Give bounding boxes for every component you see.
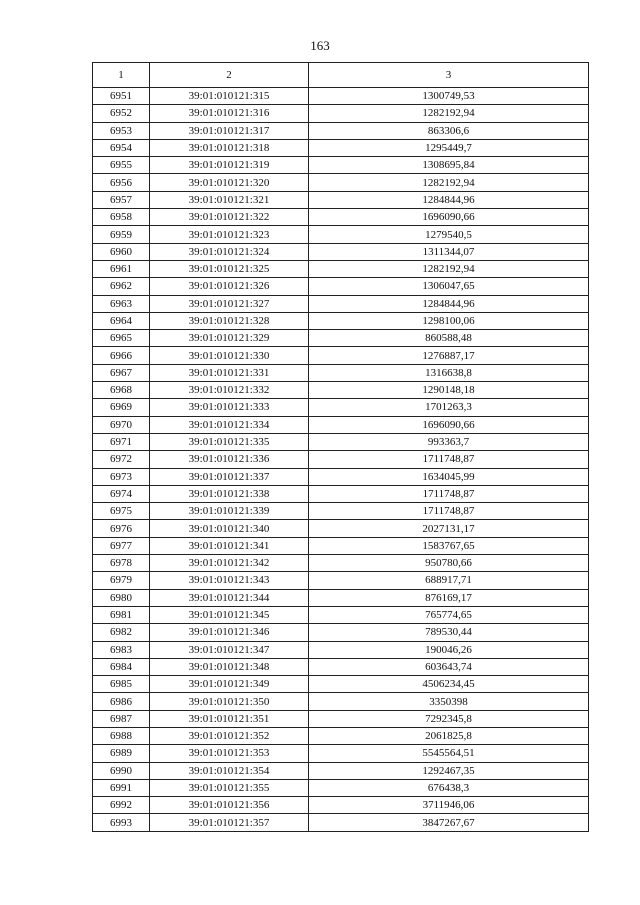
cadastral-number-cell: 39:01:010121:335	[150, 433, 309, 450]
cadastral-number-cell: 39:01:010121:317	[150, 122, 309, 139]
cadastral-number-cell: 39:01:010121:318	[150, 139, 309, 156]
row-number-cell: 6991	[93, 779, 150, 796]
row-number-cell: 6986	[93, 693, 150, 710]
value-cell: 863306,6	[309, 122, 589, 139]
table-header-row	[93, 63, 589, 88]
value-cell: 765774,65	[309, 606, 589, 623]
cadastral-number-cell: 39:01:010121:337	[150, 468, 309, 485]
column-header: 2	[150, 63, 309, 88]
table-row	[93, 88, 589, 105]
value-cell: 950780,66	[309, 555, 589, 572]
value-cell: 1696090,66	[309, 209, 589, 226]
row-number-cell: 6957	[93, 191, 150, 208]
cadastral-number-cell: 39:01:010121:354	[150, 762, 309, 779]
value-cell: 1308695,84	[309, 157, 589, 174]
table-row	[93, 624, 589, 641]
value-cell: 1306047,65	[309, 278, 589, 295]
cadastral-number-cell: 39:01:010121:341	[150, 537, 309, 554]
table-row	[93, 122, 589, 139]
row-number-cell: 6992	[93, 797, 150, 814]
table-row	[93, 710, 589, 727]
value-cell: 3711946,06	[309, 797, 589, 814]
table-row	[93, 260, 589, 277]
cadastral-number-cell: 39:01:010121:325	[150, 260, 309, 277]
cadastral-number-cell: 39:01:010121:329	[150, 330, 309, 347]
table-row	[93, 243, 589, 260]
cadastral-number-cell: 39:01:010121:342	[150, 555, 309, 572]
value-cell: 1282192,94	[309, 260, 589, 277]
row-number-cell: 6981	[93, 606, 150, 623]
row-number-cell: 6985	[93, 676, 150, 693]
row-number-cell: 6968	[93, 382, 150, 399]
table-row	[93, 157, 589, 174]
table-row	[93, 779, 589, 796]
row-number-cell: 6984	[93, 658, 150, 675]
cadastral-number-cell: 39:01:010121:320	[150, 174, 309, 191]
column-header: 1	[93, 63, 150, 88]
value-cell: 1711748,87	[309, 485, 589, 502]
table-row	[93, 727, 589, 744]
row-number-cell: 6964	[93, 312, 150, 329]
value-cell: 1295449,7	[309, 139, 589, 156]
column-header: 3	[309, 63, 589, 88]
table-row	[93, 658, 589, 675]
table-row	[93, 226, 589, 243]
row-number-cell: 6989	[93, 745, 150, 762]
row-number-cell: 6975	[93, 503, 150, 520]
row-number-cell: 6955	[93, 157, 150, 174]
table-row	[93, 485, 589, 502]
cadastral-number-cell: 39:01:010121:324	[150, 243, 309, 260]
value-cell: 1701263,3	[309, 399, 589, 416]
cadastral-number-cell: 39:01:010121:353	[150, 745, 309, 762]
cadastral-table	[92, 62, 589, 832]
table-row	[93, 537, 589, 554]
row-number-cell: 6965	[93, 330, 150, 347]
value-cell: 1276887,17	[309, 347, 589, 364]
row-number-cell: 6959	[93, 226, 150, 243]
cadastral-number-cell: 39:01:010121:343	[150, 572, 309, 589]
row-number-cell: 6974	[93, 485, 150, 502]
table-row	[93, 762, 589, 779]
value-cell: 789530,44	[309, 624, 589, 641]
cadastral-number-cell: 39:01:010121:319	[150, 157, 309, 174]
row-number-cell: 6961	[93, 260, 150, 277]
row-number-cell: 6972	[93, 451, 150, 468]
table-row	[93, 191, 589, 208]
row-number-cell: 6952	[93, 105, 150, 122]
row-number-cell: 6958	[93, 209, 150, 226]
cadastral-number-cell: 39:01:010121:338	[150, 485, 309, 502]
cadastral-number-cell: 39:01:010121:339	[150, 503, 309, 520]
cadastral-number-cell: 39:01:010121:326	[150, 278, 309, 295]
table-row	[93, 745, 589, 762]
table-row	[93, 209, 589, 226]
row-number-cell: 6960	[93, 243, 150, 260]
table-row	[93, 347, 589, 364]
table-row	[93, 416, 589, 433]
value-cell: 1634045,99	[309, 468, 589, 485]
cadastral-number-cell: 39:01:010121:323	[150, 226, 309, 243]
row-number-cell: 6970	[93, 416, 150, 433]
cadastral-number-cell: 39:01:010121:331	[150, 364, 309, 381]
row-number-cell: 6973	[93, 468, 150, 485]
value-cell: 1290148,18	[309, 382, 589, 399]
cadastral-number-cell: 39:01:010121:330	[150, 347, 309, 364]
row-number-cell: 6987	[93, 710, 150, 727]
value-cell: 1696090,66	[309, 416, 589, 433]
value-cell: 1311344,07	[309, 243, 589, 260]
row-number-cell: 6951	[93, 88, 150, 105]
cadastral-number-cell: 39:01:010121:333	[150, 399, 309, 416]
cadastral-number-cell: 39:01:010121:352	[150, 727, 309, 744]
value-cell: 1298100,06	[309, 312, 589, 329]
table-row	[93, 451, 589, 468]
value-cell: 1284844,96	[309, 295, 589, 312]
row-number-cell: 6990	[93, 762, 150, 779]
table-row	[93, 676, 589, 693]
table-row	[93, 606, 589, 623]
value-cell: 2027131,17	[309, 520, 589, 537]
value-cell: 1300749,53	[309, 88, 589, 105]
table-row	[93, 295, 589, 312]
row-number-cell: 6980	[93, 589, 150, 606]
cadastral-number-cell: 39:01:010121:346	[150, 624, 309, 641]
value-cell: 1316638,8	[309, 364, 589, 381]
value-cell: 1711748,87	[309, 503, 589, 520]
table-row	[93, 105, 589, 122]
page-number: 163	[310, 38, 330, 53]
table-body	[93, 88, 589, 832]
value-cell: 1279540,5	[309, 226, 589, 243]
value-cell: 7292345,8	[309, 710, 589, 727]
cadastral-number-cell: 39:01:010121:356	[150, 797, 309, 814]
row-number-cell: 6978	[93, 555, 150, 572]
cadastral-number-cell: 39:01:010121:315	[150, 88, 309, 105]
value-cell: 603643,74	[309, 658, 589, 675]
row-number-cell: 6956	[93, 174, 150, 191]
row-number-cell: 6971	[93, 433, 150, 450]
row-number-cell: 6966	[93, 347, 150, 364]
table-row	[93, 278, 589, 295]
cadastral-number-cell: 39:01:010121:344	[150, 589, 309, 606]
cadastral-number-cell: 39:01:010121:347	[150, 641, 309, 658]
table-row	[93, 503, 589, 520]
cadastral-number-cell: 39:01:010121:336	[150, 451, 309, 468]
value-cell: 993363,7	[309, 433, 589, 450]
row-number-cell: 6962	[93, 278, 150, 295]
value-cell: 1284844,96	[309, 191, 589, 208]
value-cell: 4506234,45	[309, 676, 589, 693]
row-number-cell: 6976	[93, 520, 150, 537]
row-number-cell: 6993	[93, 814, 150, 831]
value-cell: 876169,17	[309, 589, 589, 606]
row-number-cell: 6983	[93, 641, 150, 658]
value-cell: 2061825,8	[309, 727, 589, 744]
row-number-cell: 6982	[93, 624, 150, 641]
value-cell: 1583767,65	[309, 537, 589, 554]
cadastral-number-cell: 39:01:010121:328	[150, 312, 309, 329]
cadastral-number-cell: 39:01:010121:334	[150, 416, 309, 433]
value-cell: 1282192,94	[309, 174, 589, 191]
table-row	[93, 312, 589, 329]
cadastral-number-cell: 39:01:010121:351	[150, 710, 309, 727]
cadastral-number-cell: 39:01:010121:332	[150, 382, 309, 399]
table-row	[93, 364, 589, 381]
value-cell: 5545564,51	[309, 745, 589, 762]
row-number-cell: 6963	[93, 295, 150, 312]
table-row	[93, 174, 589, 191]
row-number-cell: 6977	[93, 537, 150, 554]
cadastral-number-cell: 39:01:010121:348	[150, 658, 309, 675]
cadastral-number-cell: 39:01:010121:345	[150, 606, 309, 623]
table-row	[93, 814, 589, 831]
table-row	[93, 797, 589, 814]
table-row	[93, 589, 589, 606]
cadastral-number-cell: 39:01:010121:321	[150, 191, 309, 208]
table-row	[93, 139, 589, 156]
table-row	[93, 555, 589, 572]
cadastral-number-cell: 39:01:010121:350	[150, 693, 309, 710]
row-number-cell: 6979	[93, 572, 150, 589]
value-cell: 1292467,35	[309, 762, 589, 779]
table-row	[93, 433, 589, 450]
table-row	[93, 399, 589, 416]
table-row	[93, 468, 589, 485]
value-cell: 3350398	[309, 693, 589, 710]
value-cell: 688917,71	[309, 572, 589, 589]
value-cell: 1711748,87	[309, 451, 589, 468]
table-row	[93, 572, 589, 589]
table-row	[93, 330, 589, 347]
value-cell: 3847267,67	[309, 814, 589, 831]
table-row	[93, 520, 589, 537]
row-number-cell: 6969	[93, 399, 150, 416]
row-number-cell: 6954	[93, 139, 150, 156]
row-number-cell: 6988	[93, 727, 150, 744]
cadastral-number-cell: 39:01:010121:355	[150, 779, 309, 796]
value-cell: 190046,26	[309, 641, 589, 658]
cadastral-number-cell: 39:01:010121:316	[150, 105, 309, 122]
cadastral-number-cell: 39:01:010121:322	[150, 209, 309, 226]
row-number-cell: 6967	[93, 364, 150, 381]
value-cell: 676438,3	[309, 779, 589, 796]
cadastral-number-cell: 39:01:010121:327	[150, 295, 309, 312]
value-cell: 860588,48	[309, 330, 589, 347]
cadastral-number-cell: 39:01:010121:349	[150, 676, 309, 693]
table-row	[93, 693, 589, 710]
value-cell: 1282192,94	[309, 105, 589, 122]
cadastral-number-cell: 39:01:010121:357	[150, 814, 309, 831]
cadastral-number-cell: 39:01:010121:340	[150, 520, 309, 537]
table-row	[93, 641, 589, 658]
row-number-cell: 6953	[93, 122, 150, 139]
table-row	[93, 382, 589, 399]
